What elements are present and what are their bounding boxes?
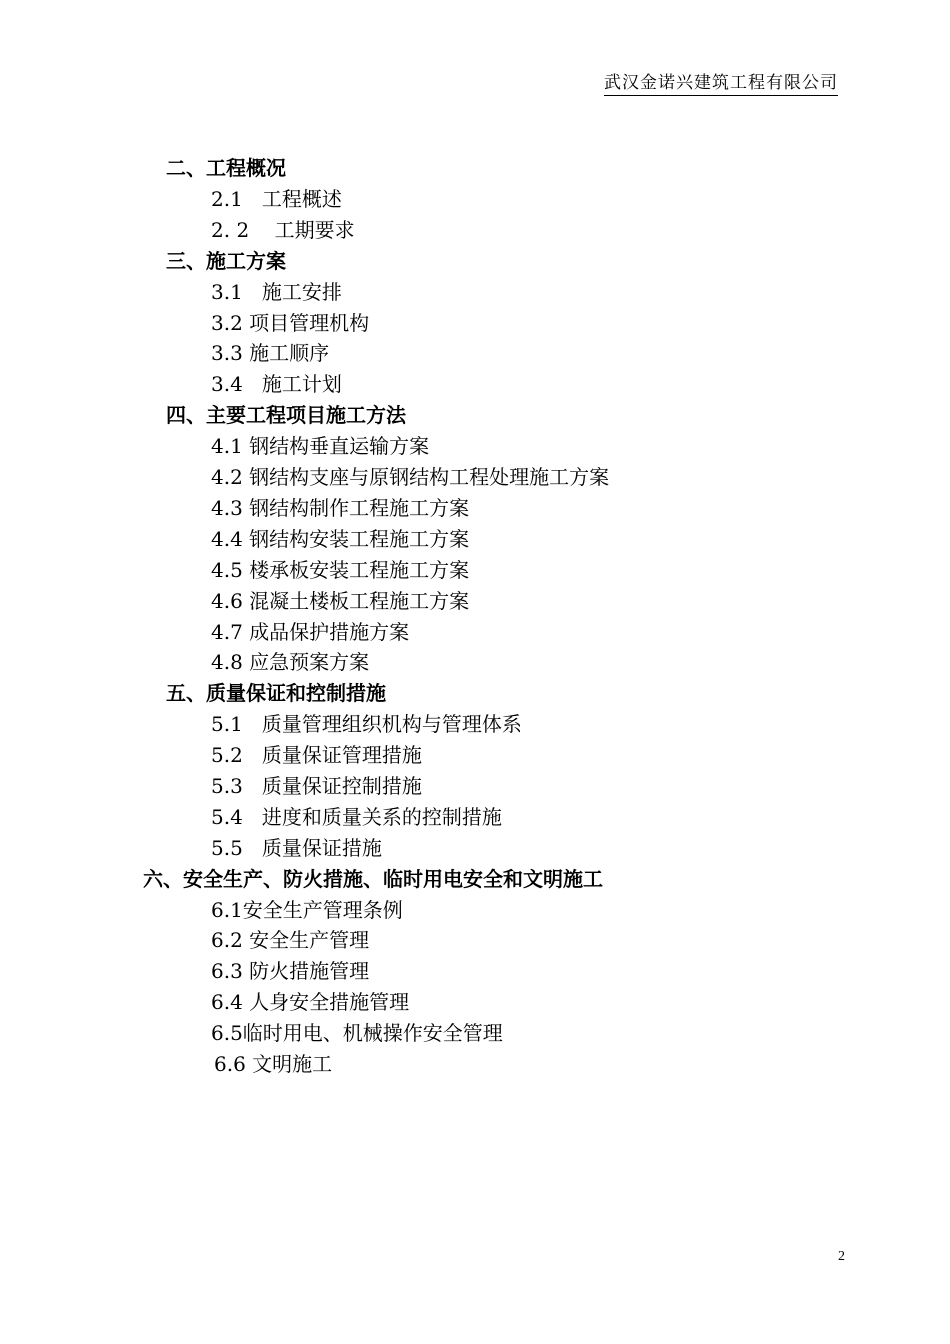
toc-item: 4.1 钢结构垂直运输方案 xyxy=(211,434,430,458)
toc-item: 6.2 安全生产管理 xyxy=(211,928,370,952)
toc-section: 五、质量保证和控制措施 xyxy=(166,681,386,705)
toc-item: 6.6 文明施工 xyxy=(214,1052,333,1076)
toc-item: 4.3 钢结构制作工程施工方案 xyxy=(211,496,470,520)
toc-section: 三、施工方案 xyxy=(166,249,286,273)
toc-item: 5.5 质量保证措施 xyxy=(211,836,382,860)
toc-item: 3.2 项目管理机构 xyxy=(211,311,370,335)
toc-item: 3.4 施工计划 xyxy=(211,372,342,396)
toc-item: 4.5 楼承板安装工程施工方案 xyxy=(211,558,470,582)
toc-item: 5.1 质量管理组织机构与管理体系 xyxy=(211,712,522,736)
toc-item: 6.1安全生产管理条例 xyxy=(211,898,403,922)
toc-item: 5.2 质量保证管理措施 xyxy=(211,743,422,767)
toc-item: 5.4 进度和质量关系的控制措施 xyxy=(211,805,502,829)
page-number: 2 xyxy=(838,1249,845,1264)
toc-section: 四、主要工程项目施工方法 xyxy=(166,403,406,427)
toc-item: 3.1 施工安排 xyxy=(211,280,342,304)
toc-item: 4.2 钢结构支座与原钢结构工程处理施工方案 xyxy=(211,465,610,489)
toc-item: 4.8 应急预案方案 xyxy=(211,650,370,674)
toc-section: 二、工程概况 xyxy=(166,156,286,180)
toc-item: 2. 2 工期要求 xyxy=(211,218,355,242)
toc-item: 4.7 成品保护措施方案 xyxy=(211,620,410,644)
page-header-company: 武汉金诺兴建筑工程有限公司 xyxy=(604,68,838,96)
toc-item: 6.5临时用电、机械操作安全管理 xyxy=(211,1021,503,1045)
toc-item: 3.3 施工顺序 xyxy=(211,341,330,365)
toc-item: 4.6 混凝土楼板工程施工方案 xyxy=(211,589,470,613)
toc-item: 4.4 钢结构安装工程施工方案 xyxy=(211,527,470,551)
toc-item: 2.1 工程概述 xyxy=(211,187,342,211)
toc-item: 5.3 质量保证控制措施 xyxy=(211,774,422,798)
toc-item: 6.3 防火措施管理 xyxy=(211,959,370,983)
toc-item: 6.4 人身安全措施管理 xyxy=(211,990,410,1014)
toc-section: 六、安全生产、防火措施、临时用电安全和文明施工 xyxy=(143,867,603,891)
